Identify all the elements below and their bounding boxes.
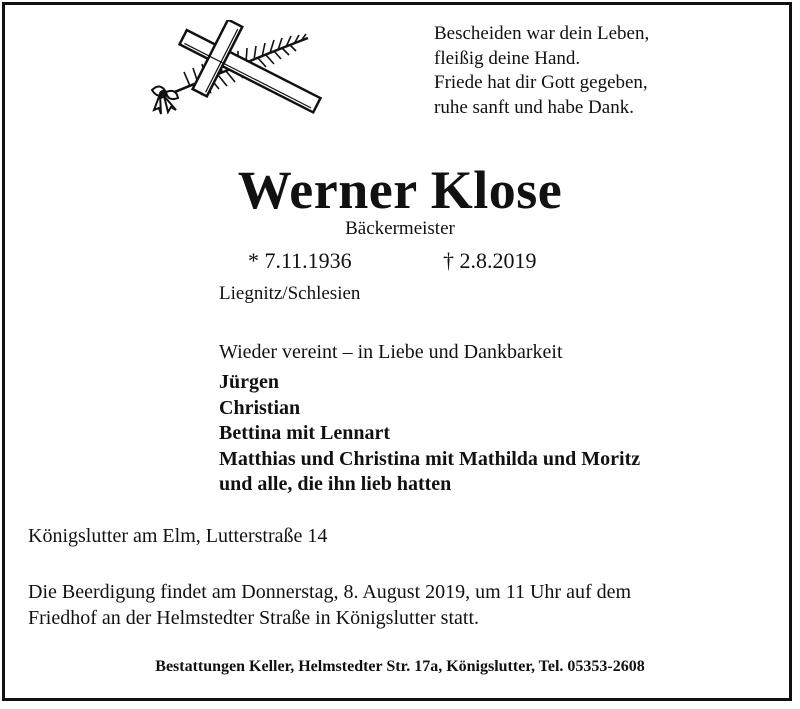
mourners-list bbox=[219, 370, 640, 498]
death-date: † 2.8.2019 bbox=[443, 248, 537, 273]
mourner-name: Bettina mit Lennart bbox=[219, 422, 391, 444]
poem-line: fleißig deine Hand. bbox=[434, 47, 581, 69]
mourner-name: Christian bbox=[219, 396, 301, 419]
mourner-name: und alle, die ihn lieb hatten bbox=[219, 473, 452, 495]
poem-line: ruhe sanft und habe Dank. bbox=[434, 96, 634, 118]
poem-line: Friede hat dir Gott gegeben, bbox=[434, 72, 648, 93]
cross-with-palm-branch-icon bbox=[130, 20, 330, 125]
deceased-name: Werner Klose bbox=[237, 160, 563, 220]
birth-date: * 7.11.1936 bbox=[248, 248, 352, 273]
funeral-info bbox=[28, 579, 631, 631]
family-address: Königslutter am Elm, Lutterstraße 14 bbox=[28, 525, 328, 547]
deceased-profession: Bäckermeister bbox=[345, 218, 455, 239]
mourner-name: Jürgen bbox=[219, 371, 279, 393]
poem bbox=[434, 22, 649, 120]
mourning-intro: Wieder vereint – in Liebe und Dankbarkeit bbox=[219, 341, 563, 363]
funeral-line: Die Beerdigung findet am Donnerstag, 8. August 2019, um 11 Uhr auf dem bbox=[28, 581, 632, 603]
poem-line: Bescheiden war dein Leben, bbox=[434, 23, 650, 44]
mourner-name: Matthias und Christina mit Mathilda und Moritz bbox=[219, 447, 641, 470]
funeral-line: Friedhof an der Helmstedter Straße in Königslutter statt. bbox=[28, 607, 480, 629]
undertaker-footer: Bestattungen Keller, Helmstedter Str. 17a, Königslutter, Tel. 05353-2608 bbox=[155, 658, 645, 675]
birthplace: Liegnitz/Schlesien bbox=[219, 283, 361, 304]
